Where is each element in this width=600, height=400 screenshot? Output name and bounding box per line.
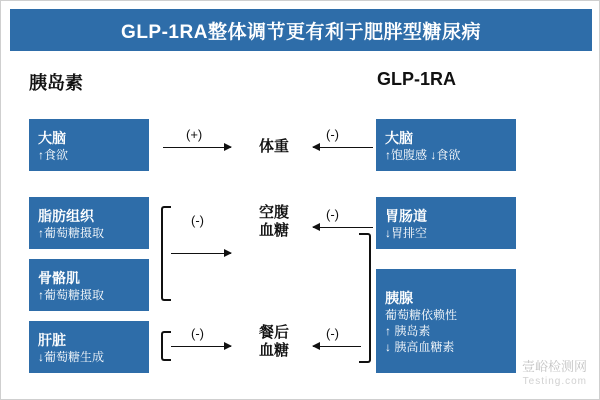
bracket-left-postprandial	[161, 331, 171, 361]
page-title: GLP-1RA整体调节更有利于肥胖型糖尿病	[121, 21, 481, 43]
arrow-left-brain-to-weight	[163, 147, 231, 148]
arrow-right-gi-to-fasting	[313, 227, 373, 228]
sign-left-weight: (+)	[186, 127, 203, 142]
box-line: ↑ 胰岛素	[385, 323, 431, 338]
sign-left-fasting: (-)	[191, 213, 204, 228]
box-left-adipose	[29, 197, 149, 249]
box-line: ↑食欲	[38, 147, 69, 162]
box-right-gi-tract	[376, 197, 516, 249]
box-title: 大脑	[38, 129, 66, 146]
bracket-left-fasting	[161, 206, 171, 301]
center-label-postprandial-glucose	[244, 324, 304, 360]
arrow-right-brain-to-weight	[313, 147, 373, 148]
box-title: 大脑	[385, 129, 413, 146]
sign-right-postprandial: (-)	[326, 326, 339, 341]
bracket-right-postprandial	[359, 233, 371, 363]
arrow-left-to-postprandial	[171, 346, 231, 347]
center-label-line1: 餐后	[258, 324, 289, 341]
box-left-brain	[29, 119, 149, 171]
sign-right-fasting: (-)	[326, 207, 339, 222]
box-title: 骨骼肌	[38, 269, 80, 286]
center-label-line2: 血糖	[258, 342, 289, 359]
box-line: ↓葡萄糖生成	[38, 349, 105, 364]
center-label-body-weight: 体重	[258, 138, 289, 155]
box-title: 胃肠道	[385, 207, 427, 224]
box-line: 葡萄糖依赖性	[385, 307, 458, 322]
sign-right-weight: (-)	[326, 127, 339, 142]
box-line: ↓胃排空	[385, 225, 428, 240]
box-right-brain	[376, 119, 516, 171]
watermark-main: 壹峪检测网	[521, 359, 587, 374]
center-label-line1: 空腹	[258, 204, 289, 221]
box-left-liver	[29, 321, 149, 373]
watermark-sub: Testing.com	[522, 376, 587, 387]
watermark	[522, 359, 587, 389]
box-line: ↓ 胰高血糖素	[385, 339, 455, 354]
title-banner	[10, 9, 592, 51]
center-label-fasting-glucose	[244, 204, 304, 240]
column-heading-glp1ra: GLP-1RA	[377, 69, 457, 89]
arrow-right-to-postprandial	[313, 346, 361, 347]
arrow-left-to-fasting	[171, 253, 231, 254]
box-left-skeletal-muscle	[29, 259, 149, 311]
box-right-pancreas	[376, 269, 516, 373]
box-line: ↑葡萄糖摄取	[38, 225, 105, 240]
box-line: ↑葡萄糖摄取	[38, 287, 105, 302]
box-line: ↑饱腹感 ↓食欲	[385, 147, 461, 162]
box-title: 脂肪组织	[38, 207, 94, 224]
box-title: 胰腺	[385, 289, 413, 306]
center-label-line2: 血糖	[258, 222, 289, 239]
sign-left-postprandial: (-)	[191, 326, 204, 341]
column-heading-insulin: 胰岛素	[29, 73, 83, 93]
box-title: 肝脏	[38, 331, 66, 348]
